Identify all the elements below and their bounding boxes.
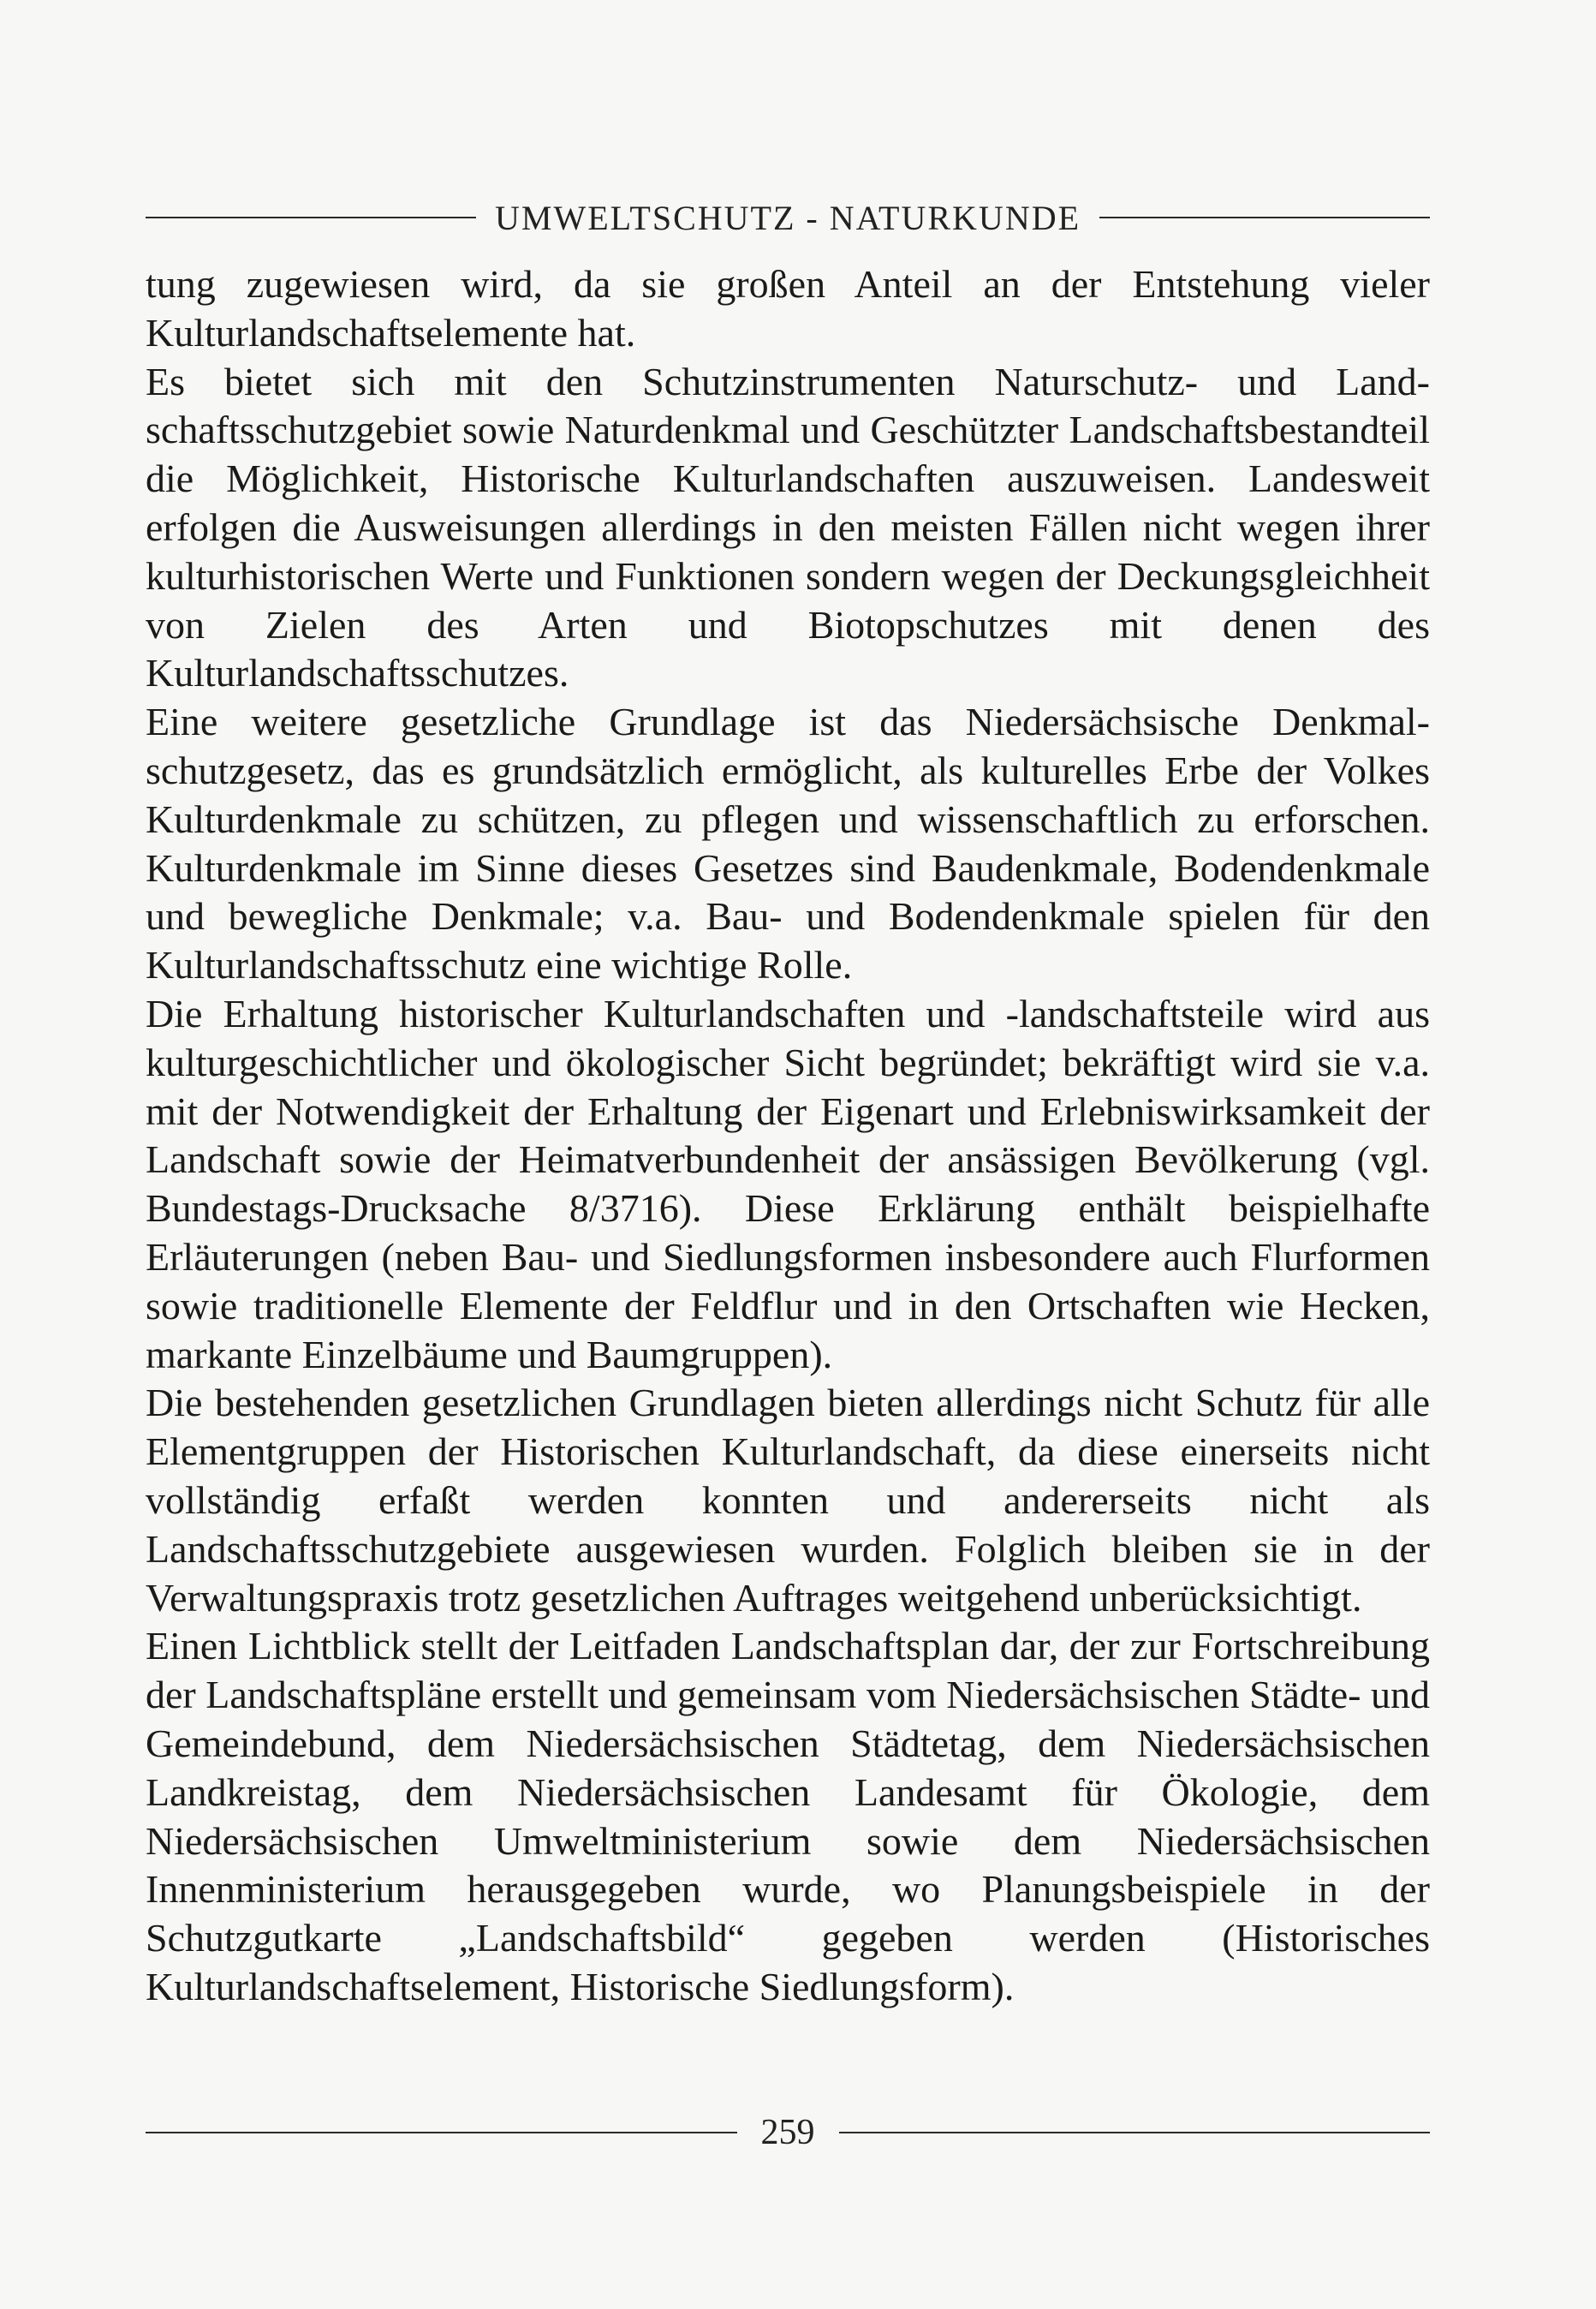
footer-rule-right	[839, 2132, 1431, 2133]
paragraph: Die Erhaltung historischer Kulturlandschaften und -landschaftsteile wird aus kulturgeschichtlicher und ökologischer Sicht begründet; bekräftigt wird sie v.a. mit der Notwendigkeit der Erhaltung der Eigenart und Erlebniswirksamkeit der Landschaft sowie der Heimatverbundenheit der ansässigen Bevölkerung (vgl. Bundestags-Drucksache 8/3716). Diese Erklärung enthält beispielhafte Erläuterungen (neben Bau- und Siedlungsformen insbesondere auch Flurformen sowie traditionelle Elemente der Feldflur und in den Ortschaften wie Hecken, markante Einzelbäume und Baumgruppen).	[146, 991, 1430, 1376]
paragraph: Die bestehenden gesetzlichen Grundlagen bieten allerdings nicht Schutz für alle Elementgruppen der Historischen Kulturlandschaft, da diese einerseits nicht vollständig erfaßt werden konnten und andererseits nicht als Landschaftsschutzgebiete ausgewiesen wurden. Folglich bleiben sie in der Verwaltungspraxis trotz gesetzlichen Auftrages weitgehend unberücksichtigt.	[146, 1381, 1430, 1620]
header-rule-right	[1099, 217, 1430, 218]
paragraph: Eine weitere gesetzliche Grundlage ist das Niedersächsische Denkmalschutzgesetz, das es grundsätzlich ermöglicht, als kulturelles Erbe der Volkes Kulturdenkmale zu schützen, zu pflegen und wissenschaftlich zu erforschen. Kulturdenkmale im Sinne dieses Gesetzes sind Baudenkmale, Bodendenkmale und bewegliche Denkmale; v.a. Bau- und Bodendenkmale spielen für den Kulturlandschaftsschutz eine wichtige Rolle.	[146, 700, 1430, 987]
running-header	[146, 192, 1430, 243]
paragraph: Einen Lichtblick stellt der Leitfaden Landschaftsplan dar, der zur Fortschreibung der Landschaftspläne erstellt und gemeinsam vom Niedersächsischen Städte- und Gemeindebund, dem Niedersächsischen Städtetag, dem Niedersächsischen Landkreistag, dem Niedersächsischen Landesamt für Ökologie, dem Niedersächsischen Umweltministerium sowie dem Niedersächsischen Innenministerium herausgegeben wurde, wo Planungsbeispiele in der Schutzgutkarte „Landschaftsbild“ gegeben werden (Historisches Kulturlandschaftselement, Historische Siedlungsform).	[146, 1624, 1430, 2008]
body-text	[146, 260, 1430, 2012]
paragraph: tung zugewiesen wird, da sie großen Anteil an der Entstehung vieler Kulturlandschaftselemente hat.	[146, 262, 1430, 355]
footer-rule-left	[146, 2132, 737, 2133]
paragraph: Es bietet sich mit den Schutzinstrumenten Naturschutz- und Landschaftsschutzgebiet sowie Naturdenkmal und Geschützter Landschaftsbestandteil die Möglichkeit, Historische Kulturlandschaften auszuweisen. Landesweit erfolgen die Ausweisungen allerdings in den meisten Fällen nicht wegen ihrer kulturhistorischen Werte und Funktionen sondern wegen der Deckungsgleichheit von Zielen des Arten und Biotopschutzes mit denen des Kulturlandschaftsschutzes.	[146, 359, 1430, 695]
page-number: 259	[760, 2113, 815, 2152]
header-rule-left	[146, 217, 476, 218]
page-footer	[146, 2107, 1430, 2158]
running-header-title: UMWELTSCHUTZ - NATURKUNDE	[494, 198, 1081, 237]
